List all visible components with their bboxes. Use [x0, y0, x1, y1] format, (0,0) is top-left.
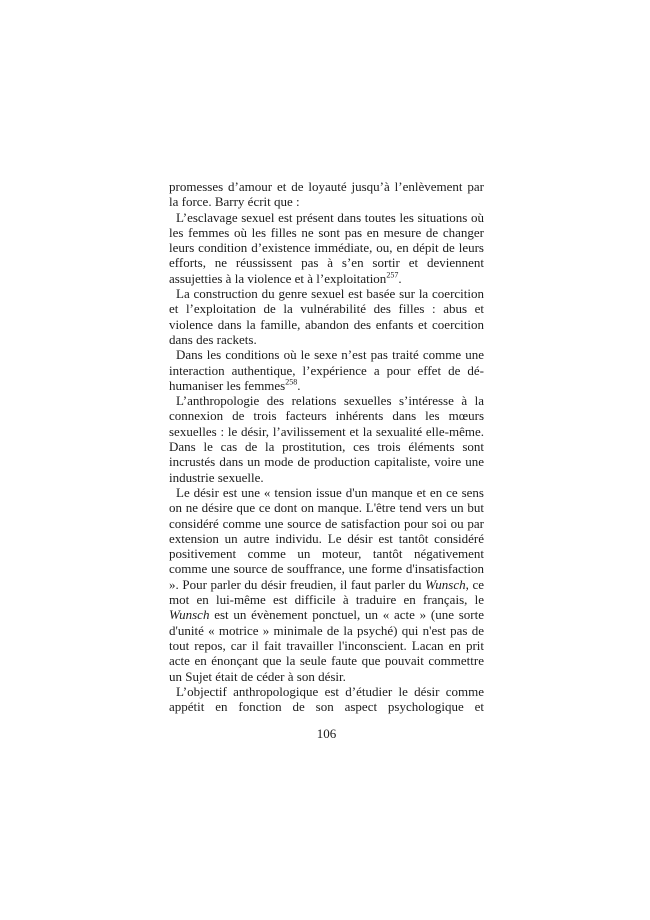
paragraph: [169, 179, 484, 210]
text-run: .: [297, 377, 301, 393]
text-run: L’objectif anthropologique est d’étudier le désir comme appétit en fonction de son aspect psychologique et: [169, 683, 484, 715]
text-run: Le désir est une « tension issue d'un manque et en ce sens on ne désire que ce dont on manque. L'être tend vers un but considéré comme une source de satisfaction pour soi ou par extension un autre individu. Le désir est tantôt considéré positivement comme un moteur, tantôt négativement comme une source de souffrance, une forme d'insatisfaction ». Pour parler du désir freudien, il faut parler du: [169, 484, 484, 592]
text-run: .: [398, 270, 402, 286]
paragraph: [169, 347, 484, 393]
footnote-reference: 258: [285, 377, 298, 387]
paragraph: [169, 393, 484, 485]
text-run: Dans les conditions où le sexe n’est pas traité comme une interaction authentique, l’expérience a pour effet de dé-humaniser les femmes: [169, 347, 484, 393]
text-run: L’esclavage sexuel est présent dans toutes les situations où les femmes où les filles ne sont pas en mesure de changer leurs condition d’existence immédiate, ou, en dépit de leurs efforts, ne réussissent pas à s’en sortir et deviennent assujetties à la violence et à l’exploitation: [169, 209, 484, 286]
paragraph: [169, 210, 484, 286]
paragraph: [169, 485, 484, 684]
text-run: La construction du genre sexuel est basée sur la coercition et l’exploitation de la vulnérabilité des filles : abus et violence dans la famille, abandon des enfants et coercition dans des rackets.: [169, 286, 484, 347]
text-run: est un évènement ponctuel, un « acte » (une sorte d'unité « motrice » minimale de la psyché) qui n'est pas de tout repos, car il fait travailler l'inconscient. Lacan en prit acte en énonçant que la seule faute que pouvait commettre un Sujet était de céder à son désir.: [169, 607, 484, 684]
footnote-reference: 257: [386, 270, 399, 280]
text-run: L’anthropologie des relations sexuelles s’intéresse à la connexion de trois facteurs inhérents dans les mœurs sexuelles : le désir, l’avilissement et la sexualité elle-même. Dans le cas de la prostitution, ces trois éléments sont incrustés dans un mode de production capitaliste, voire une industrie sexuelle.: [169, 393, 484, 485]
italic-term: Wunsch: [169, 607, 210, 623]
body-text: [169, 179, 484, 714]
page-number: 106: [316, 726, 337, 741]
italic-term: Wunsch: [425, 576, 466, 592]
paragraph: [169, 684, 484, 715]
text-run: , ce mot en lui-même est difficile à traduire en français, le: [169, 576, 484, 608]
text-run: promesses d’amour et de loyauté jusqu’à l’enlèvement par la force. Barry écrit que :: [169, 179, 484, 210]
paragraph: [169, 286, 484, 347]
